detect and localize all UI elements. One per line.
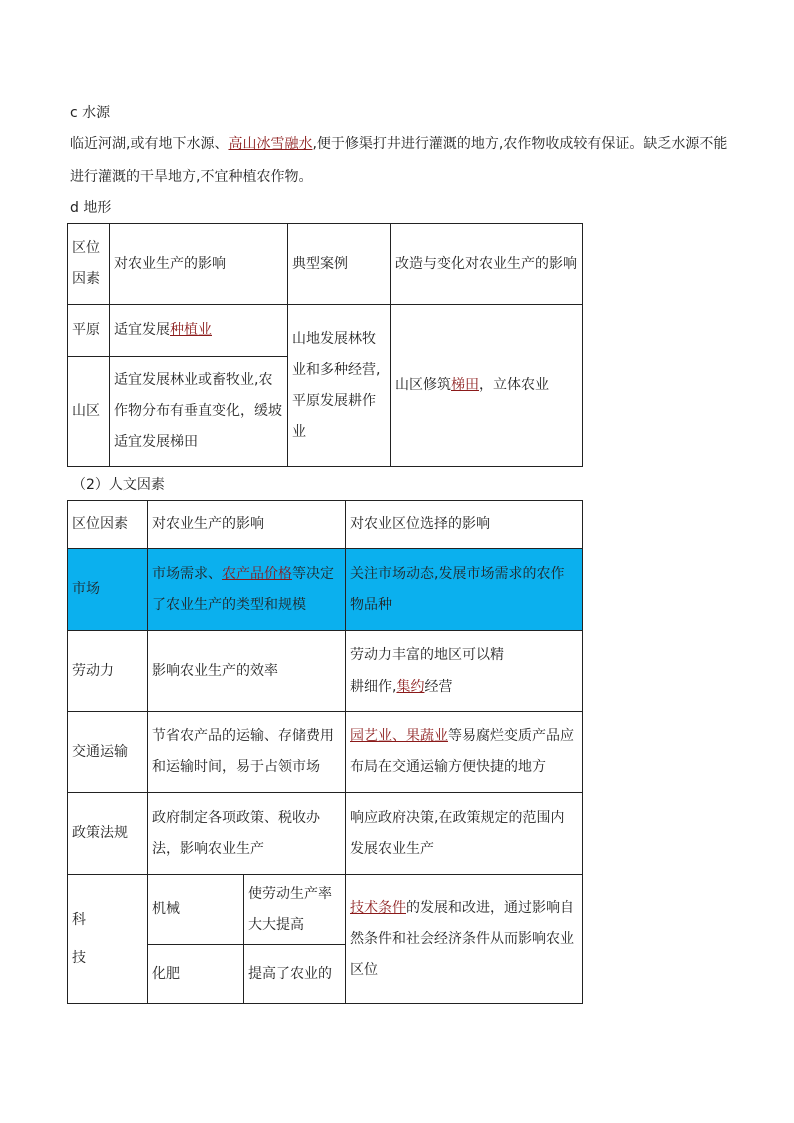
- tech-fertilizer-effect: 提高了农业的: [244, 945, 346, 1004]
- link-intensive[interactable]: 集约: [396, 679, 425, 695]
- tech-machine: 机械: [148, 875, 244, 945]
- market-name: 市场: [68, 549, 148, 631]
- human-header-effect: 对农业生产的影响: [148, 501, 346, 549]
- policy-choice: 响应政府决策,在政策规定的范围内发展农业生产: [346, 793, 583, 875]
- labor-effect: 影响农业生产的效率: [148, 631, 346, 712]
- market-effect: 市场需求、农产品价格等决定了农业生产的类型和规模: [148, 549, 346, 631]
- link-crop-farming[interactable]: 种植业: [170, 322, 212, 338]
- transport-effect: 节省农产品的运输、存储费用和运输时间，易于占领市场: [148, 712, 346, 793]
- row-market-highlighted: [68, 549, 583, 631]
- tech-choice: 技术条件的发展和改进，通过影响自然条件和社会经济条件从而影响农业区位: [346, 875, 583, 1004]
- terrain-header-case: 典型案例: [288, 224, 391, 305]
- tech-fertilizer: 化肥: [148, 945, 244, 1004]
- policy-effect: 政府制定各项政策、税收办法，影响农业生产: [148, 793, 346, 875]
- link-horticulture[interactable]: 园艺业、果蔬业: [350, 728, 448, 744]
- policy-name: 政策法规: [68, 793, 148, 875]
- transport-choice: 园艺业、果蔬业等易腐烂变质产品应布局在交通运输方便快捷的地方: [346, 712, 583, 793]
- human-header-factor: 区位因素: [68, 501, 148, 549]
- water-text-line2: 进行灌溉的干旱地方,不宜种植农作物。: [70, 169, 313, 185]
- section-heading-human: （2）人文因素: [72, 477, 165, 493]
- water-text-b: ,便于修渠打井进行灌溉的地方,农作物收成较有保证。缺乏水源不能: [312, 136, 728, 152]
- human-table: [67, 500, 583, 1004]
- link-product-price[interactable]: 农产品价格: [222, 565, 292, 582]
- labor-choice: 劳动力丰富的地区可以精 耕细作,集约经营: [346, 631, 583, 712]
- terrain-plain-name: 平原: [68, 305, 110, 357]
- water-link-snowmelt[interactable]: 高山冰雪融水: [228, 136, 313, 152]
- terrain-table: [67, 223, 583, 467]
- transport-name: 交通运输: [68, 712, 148, 793]
- labor-name: 劳动力: [68, 631, 148, 712]
- link-terraces[interactable]: 梯田: [451, 377, 479, 393]
- section-heading-water: c 水源: [70, 105, 111, 121]
- terrain-mountain-effect: 适宜发展林业或畜牧业,农作物分布有垂直变化，缓坡适宜发展梯田: [110, 357, 288, 467]
- water-paragraph: [70, 128, 730, 194]
- tech-name: 科 技: [68, 875, 148, 1004]
- terrain-header-factor: 区位因素: [68, 224, 110, 305]
- terrain-header-effect: 对农业生产的影响: [110, 224, 288, 305]
- terrain-header-change: 改造与变化对农业生产的影响: [391, 224, 583, 305]
- human-header-choice: 对农业区位选择的影响: [346, 501, 583, 549]
- terrain-change: 山区修筑梯田，立体农业: [391, 305, 583, 467]
- market-choice: 关注市场动态,发展市场需求的农作物品种: [346, 549, 583, 631]
- link-technical-conditions[interactable]: 技术条件: [350, 899, 406, 916]
- terrain-plain-effect: 适宜发展种植业: [110, 305, 288, 357]
- terrain-case: 山地发展林牧业和多种经营,平原发展耕作业: [288, 305, 391, 467]
- tech-machine-effect: 使劳动生产率大大提高: [244, 875, 346, 945]
- section-heading-terrain: d 地形: [70, 200, 112, 216]
- terrain-mountain-name: 山区: [68, 357, 110, 467]
- water-text-a: 临近河湖,或有地下水源、: [70, 136, 229, 152]
